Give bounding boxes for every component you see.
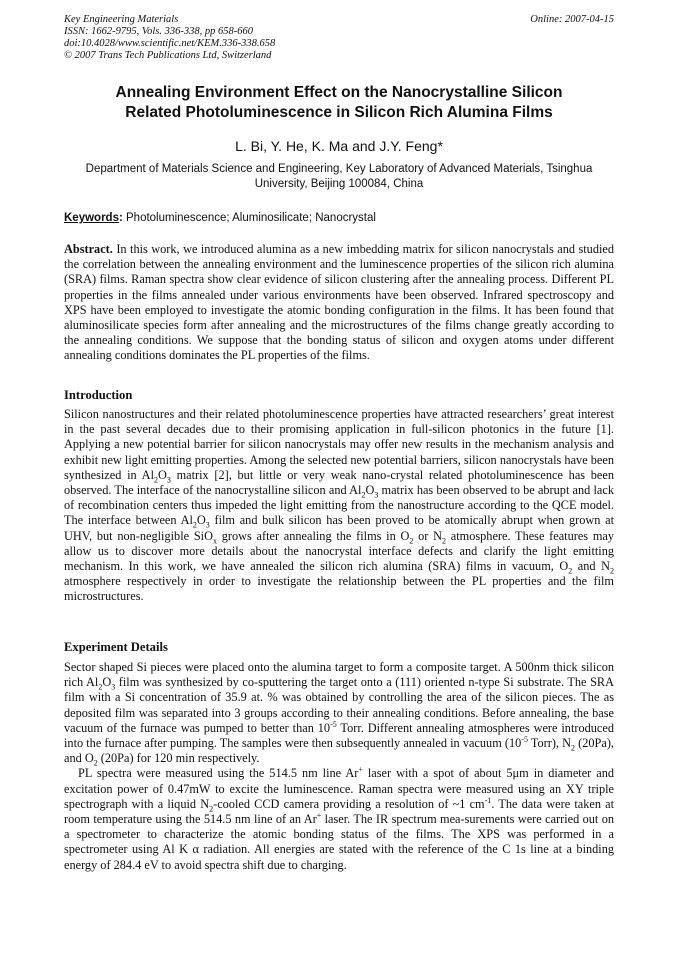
affiliation-line-2: University, Beijing 100084, China xyxy=(254,178,424,190)
section-heading-experiment-details: Experiment Details xyxy=(64,640,168,654)
affiliation xyxy=(64,162,614,192)
journal-name: Key Engineering Materials xyxy=(64,14,179,25)
keywords-label: Keywords xyxy=(64,212,119,224)
abstract-label: Abstract. xyxy=(64,242,113,256)
experiment-section xyxy=(64,660,614,873)
keywords: Keywords: Photoluminescence; Aluminosilicate; Nanocrystal xyxy=(64,212,376,224)
abstract xyxy=(64,242,614,364)
journal-copyright: © 2007 Trans Tech Publications Ltd, Switzerland xyxy=(64,50,272,61)
title-line-2: Related Photoluminescence in Silicon Rich Alumina Films xyxy=(125,104,553,121)
title-line-1: Annealing Environment Effect on the Nanocrystalline Silicon xyxy=(115,84,563,101)
online-date: Online: 2007-04-15 xyxy=(530,14,614,25)
paper-title xyxy=(64,83,614,123)
journal-issn: ISSN: 1662-9795, Vols. 336-338, pp 658-660 xyxy=(64,26,253,37)
journal-doi: doi:10.4028/www.scientific.net/KEM.336-338.658 xyxy=(64,38,276,49)
affiliation-line-1: Department of Materials Science and Engineering, Key Laboratory of Advanced Materials, Tsinghua xyxy=(85,163,593,175)
abstract-text: In this work, we introduced alumina as a new imbedding matrix for silicon nanocrystals and studied the correlation between the annealing environment and the luminescence properties of the silicon rich alumina (SRA) films. Raman spectra show clear evidence of silicon clustering after the annealing process. Different PL properties in the films annealed under various environments have been observed. Infrared spectroscopy and XPS have been employed to investigate the atomic bonding configuration in the films. It has been found that aluminosilicate species form after annealing and the microstructures of the films change greatly according to the annealing conditions. We suppose that the bonding status of silicon and oxygen atoms under different annealing conditions dominates the PL properties of the films. xyxy=(64,242,614,363)
keywords-text: Photoluminescence; Aluminosilicate; Nanocrystal xyxy=(122,212,376,224)
section-heading-introduction: Introduction xyxy=(64,388,133,402)
introduction-paragraph: Silicon nanostructures and their related photoluminescence properties have attracted researchers’ great interest in the past several decades due to their promising application in full-silicon photonics in the future [1]. Applying a new potential barrier for silicon nanocrystals may offer new results in the mechanism analysis and exhibit new light emitting properties. Among the selected new potential barriers, silicon nanocrystals have been synthesized in $Al_2O_3$ matrix [2], but little or very weak nano-crystal related photoluminescence has been observed. The interface of the nanocrystalline silicon and $Al_2O_3$ matrix has been observed to be abrupt and lack of recombination centers thus impeded the light emitting from the nanostructure according to the QCE model. The interface between $Al_2O_3$ film and bulk silicon has been proved to be atomically abrupt when grown at UHV, but non-negligible SiO$_x$ grows after annealing the films in $O_2$ or $N_2$ atmosphere. These features may allow us to discover more details about the nanocrystal interface defects and clarify the light emitting mechanism. In this work, we have annealed the silicon rich alumina (SRA) films in vacuum, $O_2$ and $N_2$ atmosphere respectively in order to investigate the relationship between the PL properties and the film microstructures. xyxy=(64,407,615,604)
journal-header xyxy=(64,14,275,62)
experiment-paragraph-1: Sector shaped Si pieces were placed onto the alumina target to form a composite target. A 500nm thick silicon rich $Al_2O_3$ film was synthesized by co-sputtering the target onto a (111) oriented n-type Si substrate. The SRA film with a Si concentration of 35.9 at. % was obtained by controlling the area of the silicon pieces. The as deposited film was separated into 3 groups according to their annealing conditions. Before annealing, the base vacuum of the furnace was pumped to better than $10^{-5}$ Torr. Different annealing atmospheres were introduced into the furnace after pumping. The samples were then subsequently annealed in vacuum ($10^{-5}$ Torr), $N_2$ (20Pa), and $O_2$ (20Pa) for 120 min respectively. xyxy=(64,660,614,768)
experiment-paragraph-2: PL spectra were measured using the 514.5 nm line Ar+ laser with a spot of about 5μm in diameter and excitation power of 0.47mW to excite the luminescence. Raman spectra were measured using an XY triple spectrograph with a liquid $N_2$-cooled CCD camera providing a resolution of ~1 $cm^{-1}$. The data were taken at room temperature using the 514.5 nm line of an Ar+ laser. The IR spectrum mea-surements were carried out on a spectrometer to characterize the atomic bonding status of the films. The XPS was performed in a spectrometer using Al K α radiation. All energies are stated with the reference of the C 1s line at a binding energy of 284.4 eV to avoid spectra shift due to charging. xyxy=(64,765,615,872)
authors: L. Bi, Y. He, K. Ma and J.Y. Feng* xyxy=(235,138,443,154)
